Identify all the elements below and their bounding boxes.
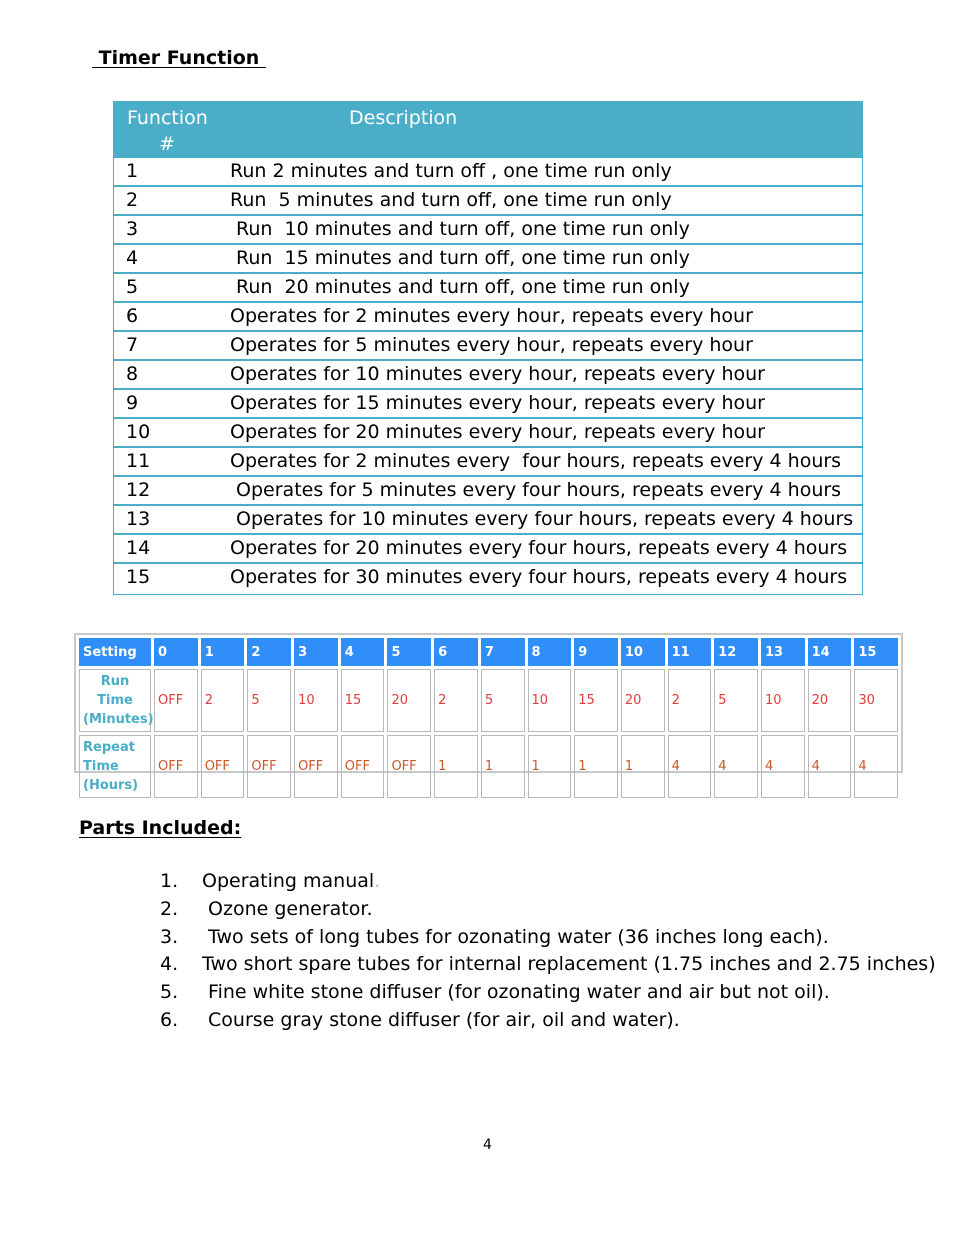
repeat-time-value: OFF <box>247 735 291 798</box>
function-row <box>114 419 862 448</box>
run-time-row <box>79 669 898 732</box>
function-description: Run 10 minutes and turn off, one time run only <box>230 218 690 240</box>
parts-item-number: 1. <box>160 870 179 892</box>
setting-number: 5 <box>387 638 431 666</box>
repeat-time-value: 1 <box>481 735 525 798</box>
repeat-time-row <box>79 735 898 798</box>
function-description: Run 2 minutes and turn off , one time run only <box>230 160 672 182</box>
function-number: 6 <box>126 305 139 327</box>
function-number: 9 <box>126 392 139 414</box>
repeat-time-value: OFF <box>294 735 338 798</box>
setting-number: 10 <box>621 638 665 666</box>
parts-item-number: 2. <box>160 897 179 920</box>
function-description: Operates for 15 minutes every hour, repeats every hour <box>230 392 765 414</box>
function-table-body <box>114 158 862 594</box>
repeat-time-value: OFF <box>201 735 245 798</box>
run-time-value: 30 <box>854 669 898 732</box>
run-time-value: 10 <box>761 669 805 732</box>
run-time-value: 20 <box>808 669 852 732</box>
setting-number: 12 <box>714 638 758 666</box>
run-time-value: 5 <box>247 669 291 732</box>
function-number: 15 <box>126 566 151 588</box>
repeat-time-value: 4 <box>761 735 805 798</box>
function-number: 14 <box>126 537 151 559</box>
function-number: 8 <box>126 363 139 385</box>
run-time-label-line: Run Time <box>97 674 133 708</box>
run-time-value: 20 <box>621 669 665 732</box>
function-description: Run 20 minutes and turn off, one time run only <box>230 276 690 298</box>
function-number: 1 <box>126 160 139 182</box>
run-time-value: 10 <box>294 669 338 732</box>
repeat-time-value: OFF <box>387 735 431 798</box>
function-row <box>114 506 862 535</box>
setting-number: 7 <box>481 638 525 666</box>
run-time-value: 2 <box>201 669 245 732</box>
setting-number: 6 <box>434 638 478 666</box>
parts-list-item <box>160 896 936 924</box>
function-number: 13 <box>126 508 151 530</box>
parts-item-number: 5. <box>160 981 179 1004</box>
function-description: Operates for 5 minutes every hour, repeats every hour <box>230 334 753 356</box>
repeat-label-line: Repeat <box>83 740 135 755</box>
function-number: 2 <box>126 189 139 211</box>
run-time-value: 5 <box>481 669 525 732</box>
parts-list-item <box>160 924 936 952</box>
function-description: Run 15 minutes and turn off, one time run only <box>230 247 690 269</box>
function-row <box>114 187 862 216</box>
function-row <box>114 245 862 274</box>
repeat-time-value: OFF <box>154 735 198 798</box>
run-time-value: OFF <box>154 669 198 732</box>
setting-number: 1 <box>201 638 245 666</box>
function-row <box>114 158 862 187</box>
setting-header-label: Setting <box>79 638 151 666</box>
function-row <box>114 332 862 361</box>
function-number: 12 <box>126 479 151 501</box>
setting-number: 14 <box>808 638 852 666</box>
parts-list-item <box>160 1007 936 1035</box>
run-time-value: 15 <box>574 669 618 732</box>
run-time-value: 20 <box>387 669 431 732</box>
setting-number: 4 <box>341 638 385 666</box>
repeat-time-label-line: Time <box>83 759 119 774</box>
repeat-time-value: OFF <box>341 735 385 798</box>
setting-number: 8 <box>528 638 572 666</box>
function-row <box>114 390 862 419</box>
function-number: 4 <box>126 247 139 269</box>
setting-number: 11 <box>668 638 712 666</box>
repeat-time-value: 4 <box>714 735 758 798</box>
parts-item-trailing-mark: . <box>374 870 381 892</box>
setting-number: 3 <box>294 638 338 666</box>
settings-header-row <box>79 638 898 666</box>
setting-number: 2 <box>247 638 291 666</box>
setting-number: 15 <box>854 638 898 666</box>
run-time-label <box>79 669 154 732</box>
parts-item-number: 4. <box>160 953 179 976</box>
function-number-header: Function # <box>127 107 208 155</box>
function-description: Operates for 5 minutes every four hours, repeats every 4 hours <box>230 479 842 501</box>
parts-item-number: 3. <box>160 925 179 948</box>
parts-item-text: Course gray stone diffuser (for air, oil and water). <box>202 1008 680 1031</box>
function-description: Operates for 2 minutes every hour, repeats every hour <box>230 305 753 327</box>
parts-item-text: Ozone generator. <box>202 897 373 920</box>
run-time-value: 2 <box>668 669 712 732</box>
function-number: 5 <box>126 276 139 298</box>
settings-table <box>74 633 903 793</box>
function-description: Operates for 10 minutes every hour, repeats every hour <box>230 363 765 385</box>
function-row <box>114 216 862 245</box>
page-number: 4 <box>483 1137 492 1153</box>
function-number: 7 <box>126 334 139 356</box>
parts-list-item <box>160 868 936 896</box>
repeat-time-value: 1 <box>621 735 665 798</box>
function-number: 3 <box>126 218 139 240</box>
timer-function-heading: Timer Function <box>92 47 266 69</box>
function-table-header <box>114 102 862 158</box>
repeat-time-value: 4 <box>854 735 898 798</box>
parts-list-item <box>160 979 936 1007</box>
parts-item-number: 6. <box>160 1008 179 1031</box>
run-time-value: 5 <box>714 669 758 732</box>
function-row <box>114 535 862 564</box>
repeat-time-value: 4 <box>808 735 852 798</box>
function-row <box>114 477 862 506</box>
timer-function-table <box>113 101 863 595</box>
repeat-time-label <box>79 735 151 798</box>
function-description: Operates for 2 minutes every four hours, repeats every 4 hours <box>230 450 842 472</box>
run-time-value: 2 <box>434 669 478 732</box>
function-description: Operates for 10 minutes every four hours, repeats every 4 hours <box>230 508 854 530</box>
run-time-unit-line: (Minutes) <box>83 712 154 727</box>
repeat-time-value: 1 <box>434 735 478 798</box>
run-time-value: 15 <box>341 669 385 732</box>
parts-list <box>160 868 936 1035</box>
function-row <box>114 361 862 390</box>
repeat-time-value: 1 <box>574 735 618 798</box>
repeat-time-value: 1 <box>528 735 572 798</box>
function-number: 11 <box>126 450 151 472</box>
function-row <box>114 303 862 332</box>
setting-number: 13 <box>761 638 805 666</box>
repeat-unit-line: (Hours) <box>83 778 139 793</box>
function-description: Run 5 minutes and turn off, one time run only <box>230 189 672 211</box>
description-header: Description <box>349 107 458 129</box>
parts-item-text: Two short spare tubes for internal replacement (1.75 inches and 2.75 inches) <box>202 953 936 976</box>
parts-item-text: Fine white stone diffuser (for ozonating water and air but not oil). <box>202 981 830 1004</box>
function-description: Operates for 20 minutes every hour, repeats every hour <box>230 421 765 443</box>
setting-number: 0 <box>154 638 198 666</box>
function-row <box>114 274 862 303</box>
function-row <box>114 564 862 594</box>
parts-item-text: Two sets of long tubes for ozonating water (36 inches long each). <box>202 925 829 948</box>
function-row <box>114 448 862 477</box>
parts-list-item <box>160 951 936 979</box>
repeat-time-value: 4 <box>668 735 712 798</box>
parts-included-heading: Parts Included: <box>79 817 242 839</box>
parts-item-text: Operating manual <box>202 870 375 892</box>
run-time-value: 10 <box>528 669 572 732</box>
function-description: Operates for 20 minutes every four hours, repeats every 4 hours <box>230 537 848 559</box>
setting-number: 9 <box>574 638 618 666</box>
function-description: Operates for 30 minutes every four hours, repeats every 4 hours <box>230 566 848 588</box>
function-number: 10 <box>126 421 151 443</box>
